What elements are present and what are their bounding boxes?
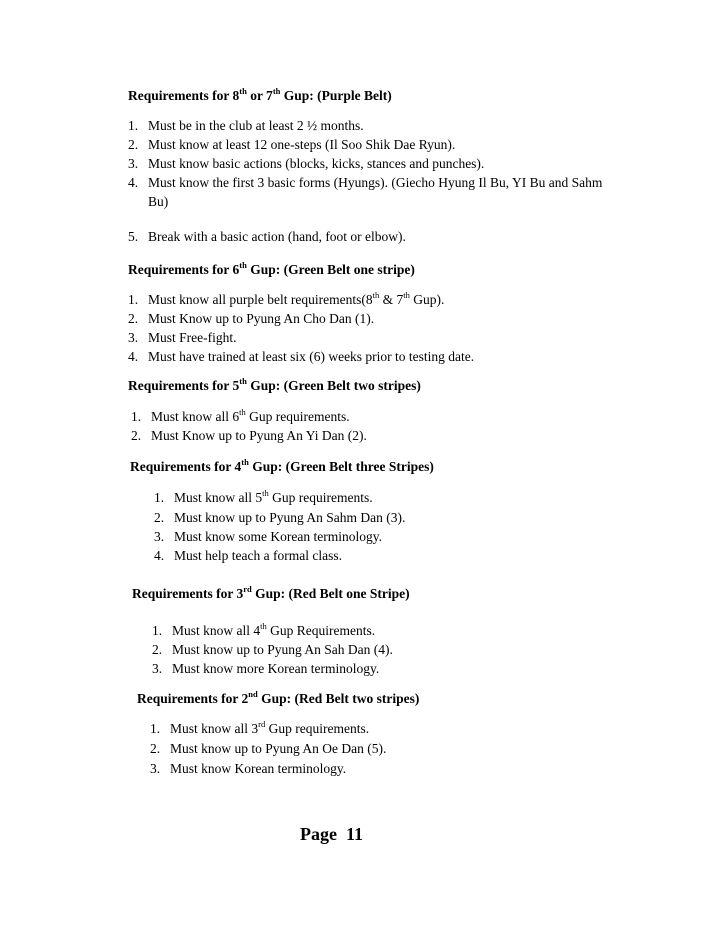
page-number: Page 11 <box>300 824 363 844</box>
section-heading-8th-7th-gup: Requirements for 8th or 7th Gup: (Purple Belt) <box>128 86 392 103</box>
list-item: 4. Must have trained at least six (6) weeks prior to testing date. <box>128 349 475 364</box>
list-item: 2. Must Know up to Pyung An Cho Dan (1). <box>128 311 375 326</box>
list-item: 4. Must know the first 3 basic forms (Hyungs). (Giecho Hyung Il Bu, YI Bu and Sahm <box>128 175 603 190</box>
list-item: 5. Break with a basic action (hand, foot or elbow). <box>128 229 406 244</box>
list-item: 1. Must know all 5th Gup requirements. <box>154 488 373 505</box>
section-heading-5th-gup: Requirements for 5th Gup: (Green Belt two stripes) <box>128 376 421 393</box>
list-item: 3. Must know Korean terminology. <box>150 761 347 776</box>
list-item: 3. Must know basic actions (blocks, kicks, stances and punches). <box>128 156 485 171</box>
list-item: 2. Must know up to Pyung An Oe Dan (5). <box>150 741 387 756</box>
list-item: 3. Must know some Korean terminology. <box>154 529 382 544</box>
list-item: 3. Must Free-fight. <box>128 330 237 345</box>
list-item: 1. Must know all purple belt requirements(8th & 7th Gup). <box>128 290 445 307</box>
list-item: 1. Must know all 3rd Gup requirements. <box>150 719 370 736</box>
list-item: 1. Must know all 4th Gup Requirements. <box>152 621 376 638</box>
list-item: 1. Must know all 6th Gup requirements. <box>131 407 350 424</box>
section-heading-6th-gup: Requirements for 6th Gup: (Green Belt one stripe) <box>128 260 415 277</box>
list-item: 4. Must help teach a formal class. <box>154 548 342 563</box>
list-item: 2. Must know at least 12 one-steps (Il Soo Shik Dae Ryun). <box>128 137 456 152</box>
list-item: 2. Must know up to Pyung An Sahm Dan (3). <box>154 510 406 525</box>
section-heading-3rd-gup: Requirements for 3rd Gup: (Red Belt one Stripe) <box>132 584 410 601</box>
list-item: 3. Must know more Korean terminology. <box>152 661 380 676</box>
list-item: 2. Must know up to Pyung An Sah Dan (4). <box>152 642 393 657</box>
section-heading-4th-gup: Requirements for 4th Gup: (Green Belt three Stripes) <box>130 457 434 474</box>
section-heading-2nd-gup: Requirements for 2nd Gup: (Red Belt two stripes) <box>137 689 420 706</box>
list-item: 2. Must Know up to Pyung An Yi Dan (2). <box>131 428 367 443</box>
list-item-continuation: Bu) <box>148 194 169 209</box>
list-item: 1. Must be in the club at least 2 ½ months. <box>128 118 364 133</box>
